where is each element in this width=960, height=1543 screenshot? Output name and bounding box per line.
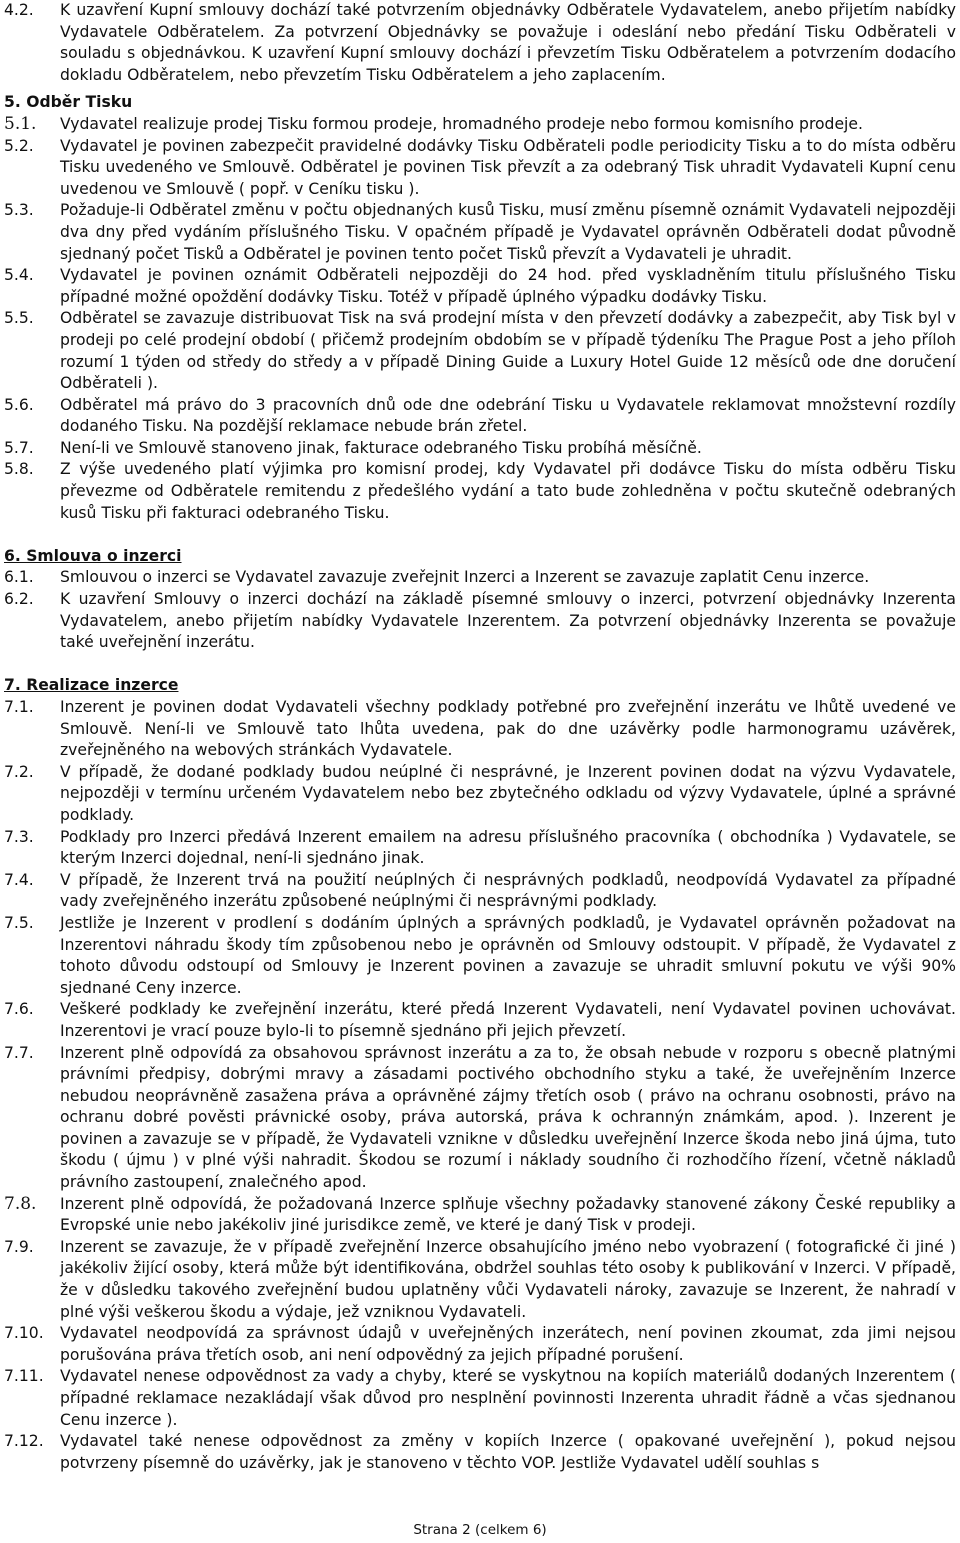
clause (0, 1194, 960, 1237)
clause (0, 1237, 960, 1323)
clause (0, 0, 960, 86)
clause-number: 5.6. (4, 395, 34, 414)
clause (0, 999, 960, 1042)
clause-text: Vydavatel realizuje prodej Tisku formou prodeje, hromadného prodeje nebo formou komisního prodeje. (60, 114, 863, 133)
clause-number: 6.2. (4, 590, 34, 609)
clause-text: Inzerent se zavazuje, že v případě zveřejnění Inzerce obsahujícího jméno nebo vyobrazení ( fotografické či jiné ) jakékoliv žijící osoby, která může být identifikována, obdržel souhlas této osoby k publikování v Inzerci. V případě, že v důsledku takového zveřejnění budou uplatněny vůči Vydavateli nároky, zavazuje se Inzerent, že nahradí v plné výši veškerou škodu a výdaje, jež vzniknou Vydavateli. (60, 1237, 956, 1321)
clause-number: 7.6. (4, 1000, 34, 1019)
clause (0, 589, 960, 654)
clause-text: Vydavatel nenese odpovědnost za vady a chyby, které se vyskytnou na kopiích materiálů dodaných Inzerentem ( případné reklamace nezakládají však důvod pro nesplnění povinnosti Inzerenta uhradit řádně a včas sjednanou Cenu inzerce ). (60, 1367, 956, 1429)
clause (0, 1366, 960, 1431)
section-heading: 7. Realizace inzerce (4, 676, 179, 695)
clause-text: Veškeré podklady ke zveřejnění inzerátu, které předá Inzerent Vydavateli, není Vydavatel povinen uchovávat. Inzerentovi je vrací pouze bylo-li to písemně sjednáno při jejich převzetí. (60, 1000, 956, 1040)
section (0, 92, 960, 524)
clause-number: 7.12. (4, 1432, 44, 1451)
clause-text: Není-li ve Smlouvě stanoveno jinak, fakturace odebraného Tisku probíhá měsíčně. (60, 438, 702, 457)
clause-number: 7.11. (4, 1367, 44, 1386)
clause-text: Inzerent plně odpovídá za obsahovou správnost inzerátu a za to, že obsah nebude v rozporu s obecně platnými právními předpisy, dobrými mravy a zásadami poctivého obchodního styku a také, že uveřejněním Inzerce nebudou neoprávněně zasažena práva a oprávněné zájmy třetích osob ( právo na ochranu osobnosti, právo na ochranu dobré pověsti právnické osoby, práva autorská, práva k ochrannýn známkám, apod. ). Inzerent je povinen a zavazuje se v případě, že Vydavateli vznikne v důsledku uveřejnění Inzerce škoda nebo jiná újma, tuto škodu ( újmu ) v plné výši nahradit. Škodou se rozumí i náklady soudního či rozhodčího řízení, včetně nákladů právního zastoupení, znalečného apod. (60, 1043, 956, 1192)
clause (0, 136, 960, 201)
clause-text: V případě, že Inzerent trvá na použití neúplných či nesprávných podkladů, neodpovídá Vydavatel za případné vady zveřejněného inzerátu způsobené neúplnými či nesprávnými podklady. (60, 870, 956, 911)
clause (0, 1323, 960, 1366)
clause (0, 438, 960, 460)
clause-number: 7.3. (4, 827, 34, 846)
clause-text: Jestliže je Inzerent v prodlení s dodáním úplných a správných podkladů, je Vydavatel oprávněn požadovat na Inzerentovi náhradu škody tím způsobenou nebo je oprávněn od Smlouvy odstoupit. V případě, že Vydavatel z tohoto důvodu odstoupí od Smlouvy je Inzerent povinen a zavazuje se uhradit smluvní pokutu ve výši 90% sjednané Ceny inzerce. (60, 913, 956, 997)
clause-text: Požaduje-li Odběratel změnu v počtu objednaných kusů Tisku, musí změnu písemně oznámit Vydavateli nejpozději dva dny před vydáním příslušného Tisku. V opačném případě je Vydavatel oprávněn Odběrateli dodat původně sjednaný počet Tisků a Odběratel je povinen tento počet Tisků převzít a Vydavateli je uhradit. (60, 201, 956, 263)
clause-text: Smlouvou o inzerci se Vydavatel zavazuje zveřejnit Inzerci a Inzerent se zavazuje zaplatit Cenu inzerce. (60, 568, 870, 587)
clause (0, 827, 960, 870)
section (0, 546, 960, 654)
clause-number: 5.8. (4, 460, 34, 479)
clause (0, 114, 960, 136)
section (0, 675, 960, 1474)
clause (0, 567, 960, 589)
clause-number: 6.1. (4, 568, 34, 587)
clause (0, 395, 960, 438)
clause (0, 697, 960, 762)
clause-number: 5.2. (4, 136, 34, 155)
clause (0, 870, 960, 913)
clause-text: V případě, že dodané podklady budou neúplné či nesprávné, je Inzerent povinen dodat na výzvu Vydavatele, nejpozději v termínu určeném Vydavatelem nebo bez zbytečného odkladu od výzvy Vydavatele, úplné a správné podklady. (60, 762, 956, 824)
clause-text: K uzavření Smlouvy o inzerci dochází na základě písemné smlouvy o inzerci, potvrzení objednávky Inzerenta Vydavatelem, anebo přijetím nabídky Vydavatele Inzerentem. Za potvrzení objednávky Inzerenta se považuje také uveřejnění inzerátu. (60, 590, 956, 652)
clause (0, 1043, 960, 1194)
clause-text: Vydavatel neodpovídá za správnost údajů v uveřejněných inzerátech, není povinen zkoumat, zda jimi nejsou porušována práva třetích osob, ani není odpovědný za jejich případné porušení. (60, 1324, 956, 1364)
clause-text: Podklady pro Inzerci předává Inzerent emailem na adresu příslušného pracovníka ( obchodníka ) Vydavatele, se kterým Inzerci dojednal, není-li sjednáno jinak. (60, 827, 956, 868)
clause-number: 7.8. (4, 1193, 37, 1214)
clause-number: 7.5. (4, 913, 34, 932)
clause-text: Inzerent plně odpovídá, že požadovaná Inzerce splňuje všechny požadavky stanovené zákony České republiky a Evropské unie nebo jakékoliv jiné jurisdikce země, ve které je daný Tisk v prodeji. (60, 1194, 956, 1235)
clause (0, 762, 960, 827)
clause (0, 1431, 960, 1474)
clause-number: 5.4. (4, 266, 34, 285)
clause-text: Odběratel má právo do 3 pracovních dnů ode dne odebrání Tisku u Vydavatele reklamovat množstevní rozdíly dodaného Tisku. Na pozdější reklamace nebude brán zřetel. (60, 395, 956, 436)
clause-text: K uzavření Kupní smlouvy dochází také potvrzením objednávky Odběratele Vydavatelem, anebo přijetím nabídky Vydavatele Odběratelem. Za potvrzení Objednávky se považuje i odeslání nebo předání Tisku Odběrateli v souladu s objednávkou. K uzavření Kupní smlouvy dochází i převzetím Tisku Odběratelem a potvrzením dodacího dokladu Odběratelem, nebo převzetím Tisku Odběratelem a jeho zaplacením. (60, 1, 956, 84)
clause-number: 7.10. (4, 1324, 44, 1343)
clause-text: Vydavatel je povinen oznámit Odběrateli nejpozději do 24 hod. před vyskladněním titulu příslušného Tisku případné možné opoždění dodávky Tisku. Totéž v případě úplného výpadku dodávky Tisku. (60, 266, 956, 306)
clause-number: 7.7. (4, 1043, 34, 1062)
clause-number: 7.4. (4, 870, 34, 889)
clause-text: Vydavatel je povinen zabezpečit pravidelné dodávky Tisku Odběrateli podle periodicity Tisku a to do místa odběru Tisku uvedeného ve Smlouvě. Odběratel je povinen Tisk převzít a za odebraný Tisk uhradit Vydavateli Kupní cenu uvedenou ve Smlouvě ( popř. v Ceníku tisku ). (60, 136, 956, 198)
clause-number: 7.1. (4, 698, 34, 716)
clause-number: 7.2. (4, 762, 34, 781)
section-heading: 5. Odběr Tisku (4, 93, 133, 112)
clause (0, 913, 960, 999)
clause-text: Z výše uvedeného platí výjimka pro komisní prodej, kdy Vydavatel při dodávce Tisku do místa odběru Tisku převezme od Odběratele remitendu z předešlého vydání a tato bude zohledněna v počtu skutečně odebraných kusů Tisku při fakturaci odebraného Tisku. (60, 460, 956, 522)
clause-number: 5.3. (4, 201, 34, 220)
clause-number: 5.1. (4, 113, 37, 134)
clause-text: Inzerent je povinen dodat Vydavateli všechny podklady potřebné pro zveřejnění inzerátu ve lhůtě uvedené ve Smlouvě. Není-li ve Smlouvě tato lhůta uvedena, pak do dne uzávěrky podle harmonogramu uzávěrek, zveřejněného na webových stránkách Vydavatele. (60, 698, 956, 760)
clause (0, 265, 960, 308)
page-footer: Strana 2 (celkem 6) (413, 1522, 547, 1538)
clause-text: Vydavatel také nenese odpovědnost za změny v kopiích Inzerce ( opakované uveřejnění ), pokud nejsou potvrzeny písemně do uzávěrky, jak je stanoveno v těchto VOP. Jestliže Vydavatel udělí souhlas s (60, 1432, 956, 1472)
clause (0, 459, 960, 524)
clause-number: 7.9. (4, 1237, 34, 1256)
clause-number: 4.2. (4, 1, 34, 19)
clause (0, 200, 960, 265)
section-heading: 6. Smlouva o inzerci (4, 546, 182, 565)
clause-number: 5.5. (4, 309, 34, 328)
section (0, 0, 960, 86)
clause-number: 5.7. (4, 438, 34, 457)
clause-text: Odběratel se zavazuje distribuovat Tisk na svá prodejní místa v den převzetí dodávky a zabezpečit, aby Tisk byl v prodeji po celé prodejní období ( přičemž prodejním obdobím se v případě týdeníku The Prague Post a jeho příloh rozumí 1 týden od středy do středy a v případě Dining Guide a Luxury Hotel Guide 12 měsíců ode dne doručení Odběrateli ). (60, 309, 956, 393)
clause (0, 308, 960, 394)
